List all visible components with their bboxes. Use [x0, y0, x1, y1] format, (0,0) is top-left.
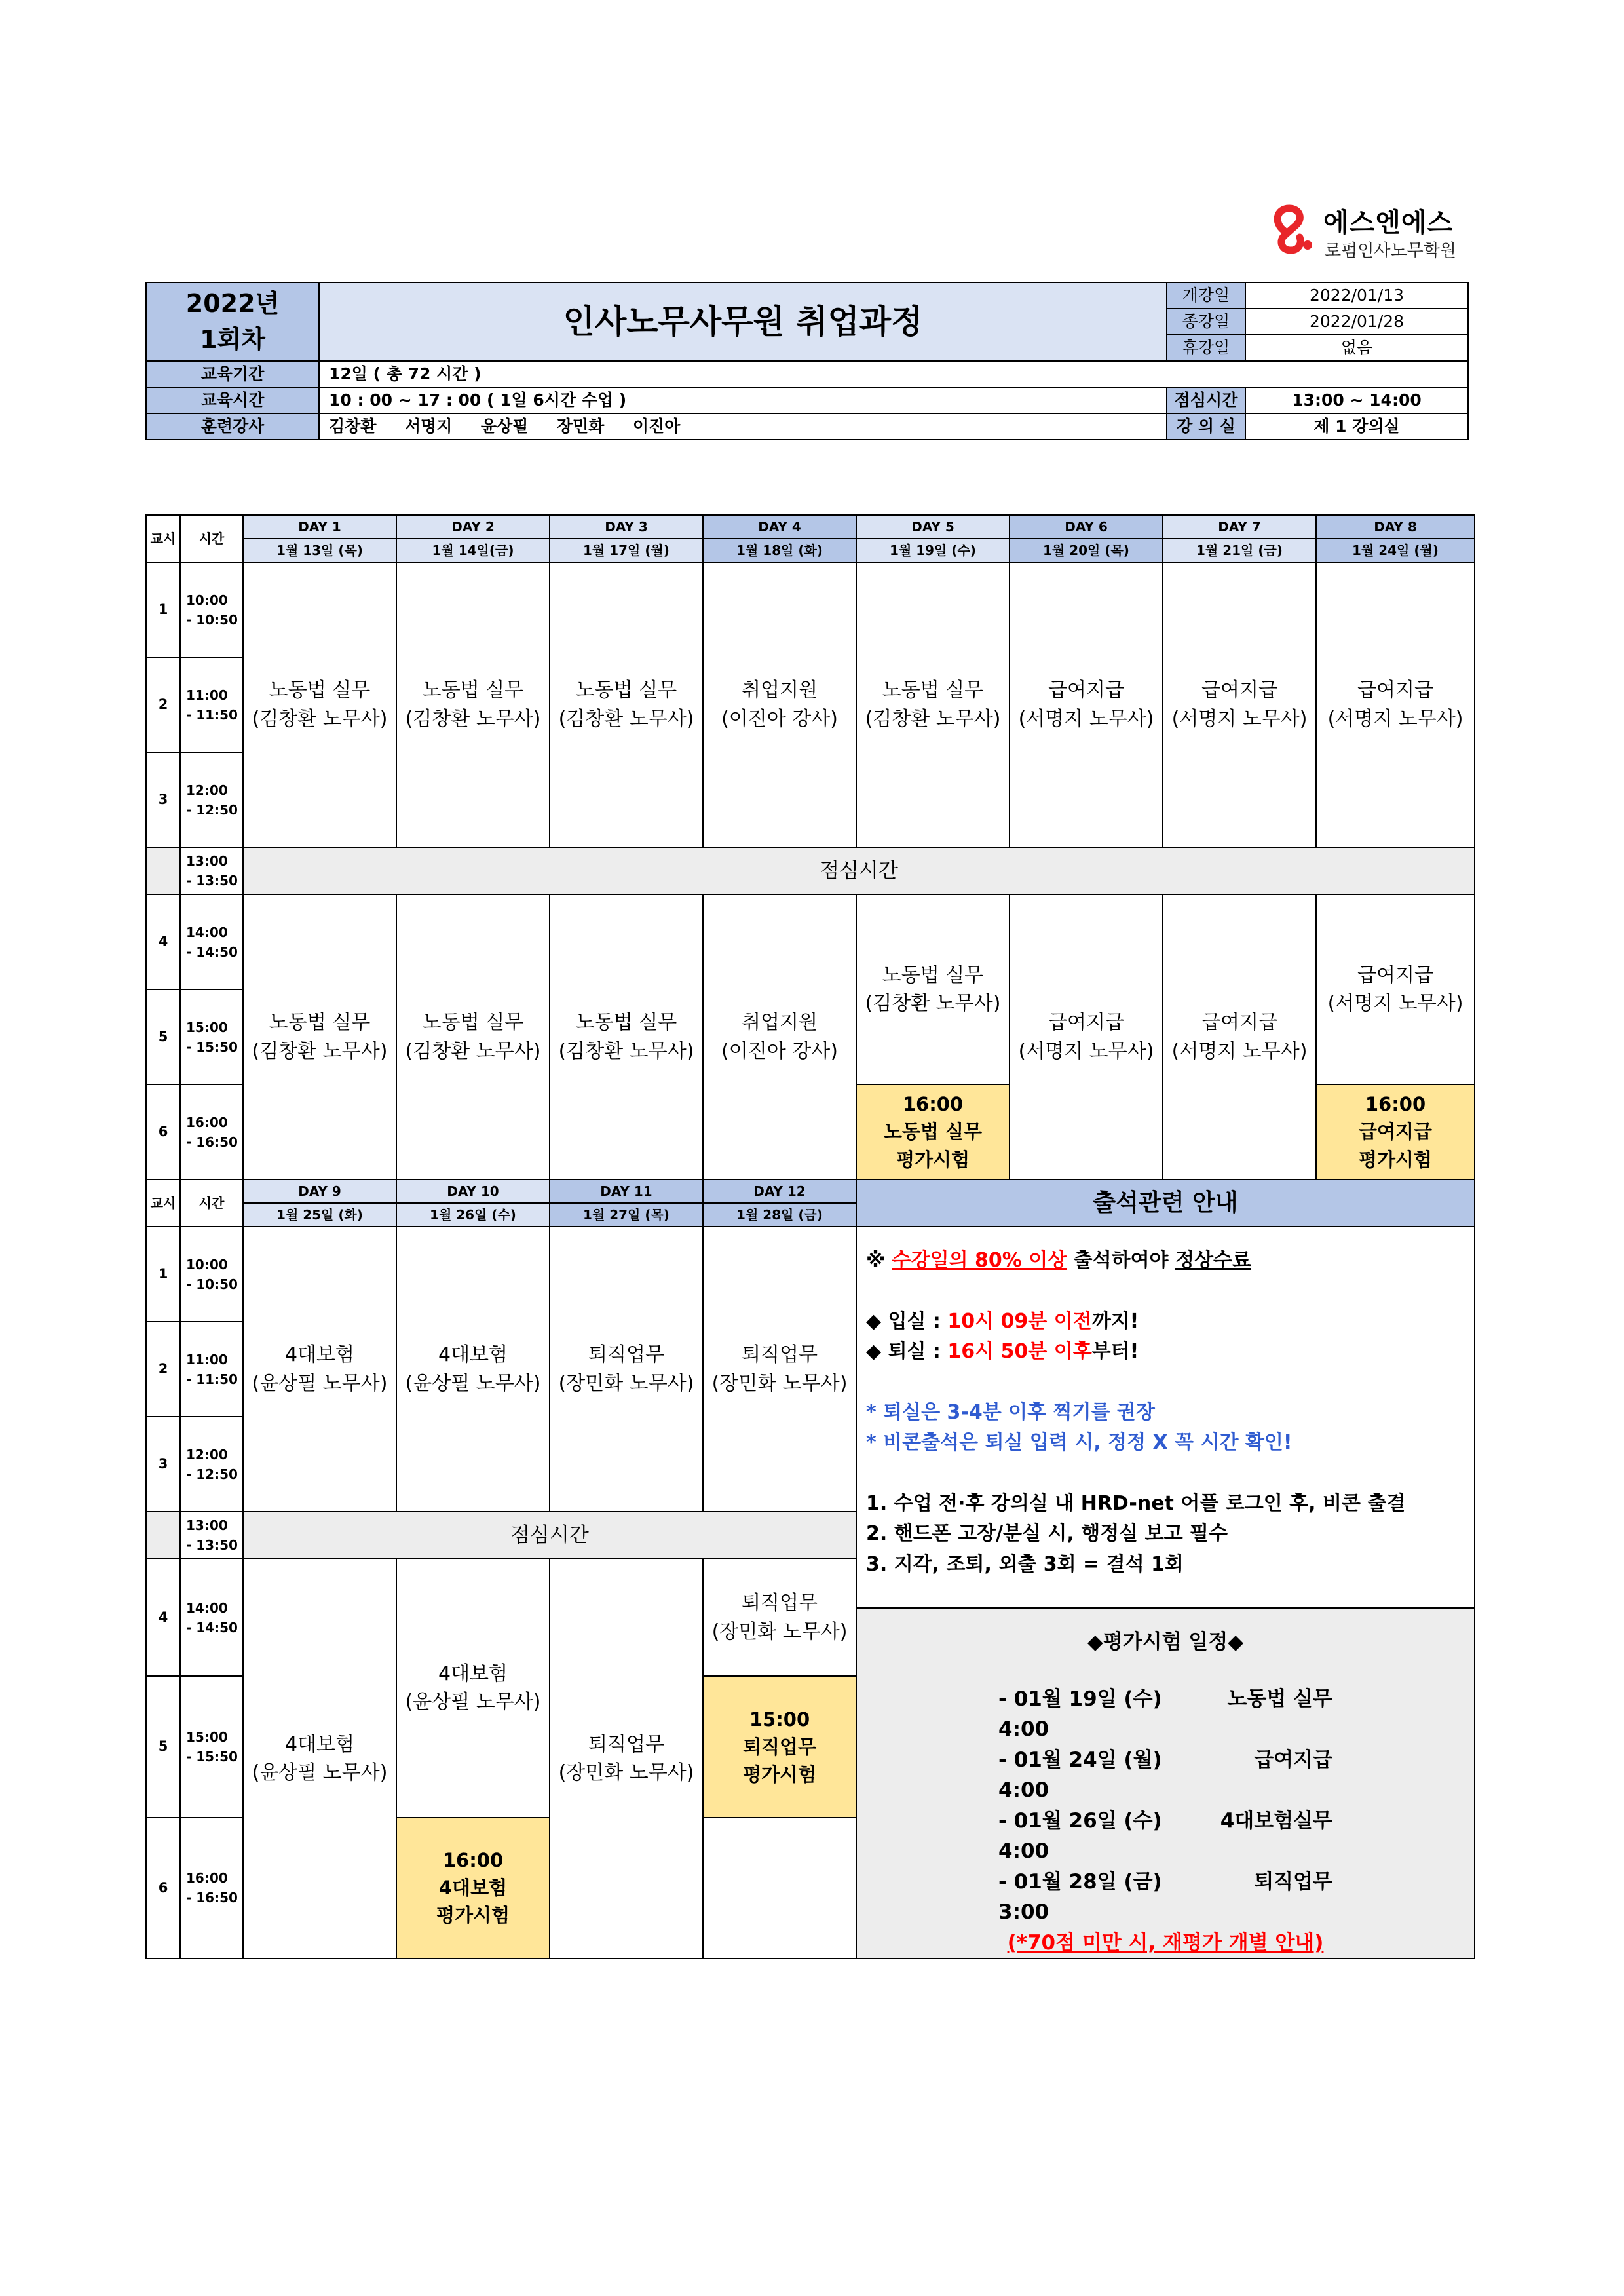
period-number: 3 — [146, 1417, 180, 1512]
time-slot: 13:00 - 13:50 — [180, 1512, 243, 1559]
time-slot: 10:00 - 10:50 — [180, 562, 243, 657]
time-slot: 14:00 - 14:50 — [180, 894, 243, 989]
period-number: 4 — [146, 1559, 180, 1676]
class-cell: 급여지급 (서명지 노무사) — [1163, 894, 1316, 1179]
class-cell: 노동법 실무 (김창환 노무사) — [550, 562, 703, 847]
class-cell: 노동법 실무 (김창환 노무사) — [856, 894, 1010, 1084]
date-header: 1월 21일 (금) — [1163, 539, 1316, 562]
period-number — [146, 1512, 180, 1559]
date-header: 1월 18일 (화) — [703, 539, 856, 562]
time-slot: 10:00 - 10:50 — [180, 1227, 243, 1322]
attendance-tip: * 퇴실은 3-4분 이후 찍기를 권장 — [866, 1400, 1155, 1424]
date-header: 1월 14일(금) — [396, 539, 550, 562]
day-header: DAY 5 — [856, 515, 1010, 539]
class-cell: 급여지급 (서명지 노무사) — [1010, 894, 1163, 1179]
logo-name: 에스엔에스 — [1323, 208, 1454, 238]
class-cell: 노동법 실무 (김창환 노무사) — [396, 562, 550, 847]
class-cell: 4대보험 (윤상필 노무사) — [396, 1227, 550, 1512]
period-number — [146, 847, 180, 894]
exam-schedule-item: - 01월 28일 (금) 3:00 퇴직업무 — [998, 1869, 1332, 1924]
start-date-value: 2022/01/13 — [1245, 282, 1468, 309]
class-cell: 퇴직업무 (장민화 노무사) — [550, 1559, 703, 1959]
course-session: 1회차 — [200, 325, 265, 354]
period-column-header: 교시 — [146, 515, 180, 562]
day-header: DAY 8 — [1316, 515, 1475, 539]
period-value: 12일 ( 총 72 시간 ) — [319, 361, 1468, 387]
exam-schedule-panel — [856, 1608, 1475, 1959]
day-header: DAY 4 — [703, 515, 856, 539]
classroom-label: 강 의 실 — [1167, 413, 1245, 440]
period-number: 2 — [146, 1322, 180, 1417]
day-header: DAY 3 — [550, 515, 703, 539]
period-number: 4 — [146, 894, 180, 989]
logo-subtitle: 로펌인사노무학원 — [1325, 241, 1456, 261]
exam-schedule-item: - 01월 26일 (수) 4:00 4대보험실무 — [998, 1808, 1332, 1863]
start-date-label: 개강일 — [1167, 282, 1245, 309]
class-cell: 퇴직업무 (장민화 노무사) — [550, 1227, 703, 1512]
academy-logo — [1271, 202, 1467, 262]
attendance-rule-completion: ※ 수강일의 80% 이상 출석하여야 정상수료 — [866, 1249, 1251, 1272]
class-cell: 4대보험 (윤상필 노무사) — [243, 1559, 396, 1959]
course-year: 2022년 — [185, 288, 280, 318]
instructor-label: 훈련강사 — [146, 413, 319, 440]
class-cell: 노동법 실무 (김창환 노무사) — [550, 894, 703, 1179]
day-header: DAY 12 — [703, 1179, 856, 1203]
attendance-rule-checkout: ◆ 퇴실 : 16시 50분 이후부터! — [866, 1340, 1139, 1363]
class-cell: 4대보험 (윤상필 노무사) — [243, 1227, 396, 1512]
period-number: 2 — [146, 657, 180, 752]
time-slot: 12:00 - 12:50 — [180, 752, 243, 847]
day-header: DAY 11 — [550, 1179, 703, 1203]
class-time-label: 교육시간 — [146, 387, 319, 413]
attendance-rule: 3. 지각, 조퇴, 외출 3회 = 결석 1회 — [866, 1552, 1184, 1576]
date-header: 1월 27일 (목) — [550, 1203, 703, 1227]
lunch-time-value: 13:00 ~ 14:00 — [1245, 387, 1468, 413]
date-header: 1월 17일 (월) — [550, 539, 703, 562]
exam-schedule-item: - 01월 19일 (수) 4:00 노동법 실무 — [998, 1687, 1332, 1741]
time-column-header: 시간 — [180, 1179, 243, 1227]
time-slot: 15:00 - 15:50 — [180, 1676, 243, 1817]
exam-schedule-item: - 01월 24일 (월) 4:00 급여지급 — [998, 1748, 1332, 1802]
day-header: DAY 1 — [243, 515, 396, 539]
time-slot: 13:00 - 13:50 — [180, 847, 243, 894]
period-number: 5 — [146, 989, 180, 1084]
class-cell: 급여지급 (서명지 노무사) — [1316, 562, 1475, 847]
lunch-time-label: 점심시간 — [1167, 387, 1245, 413]
class-cell: 노동법 실무 (김창환 노무사) — [856, 562, 1010, 847]
class-cell: 퇴직업무 (장민화 노무사) — [703, 1559, 856, 1676]
attendance-title: 출석관련 안내 — [856, 1179, 1475, 1227]
period-number: 6 — [146, 1818, 180, 1959]
class-cell: 노동법 실무 (김창환 노무사) — [243, 562, 396, 847]
time-column-header: 시간 — [180, 515, 243, 562]
time-slot: 11:00 - 11:50 — [180, 657, 243, 752]
end-date-value: 2022/01/28 — [1245, 309, 1468, 335]
instructor-name: 윤상필 — [480, 416, 529, 436]
class-cell: 취업지원 (이진아 강사) — [703, 894, 856, 1179]
exam-cell: 15:00 퇴직업무 평가시험 — [703, 1676, 856, 1817]
period-number: 5 — [146, 1676, 180, 1817]
day-header: DAY 9 — [243, 1179, 396, 1203]
class-cell: 취업지원 (이진아 강사) — [703, 562, 856, 847]
exam-cell: 16:00 노동법 실무 평가시험 — [856, 1084, 1010, 1179]
instructor-list — [319, 413, 1167, 440]
day-header: DAY 2 — [396, 515, 550, 539]
date-header: 1월 24일 (월) — [1316, 539, 1475, 562]
period-number: 6 — [146, 1084, 180, 1179]
time-slot: 14:00 - 14:50 — [180, 1559, 243, 1676]
class-cell: 4대보험 (윤상필 노무사) — [396, 1559, 550, 1818]
instructor-name: 서명지 — [404, 416, 453, 436]
day-header: DAY 7 — [1163, 515, 1316, 539]
instructor-name: 김창환 — [329, 416, 377, 436]
date-header: 1월 13일 (목) — [243, 539, 396, 562]
time-slot: 16:00 - 16:50 — [180, 1818, 243, 1959]
date-header: 1월 20일 (목) — [1010, 539, 1163, 562]
time-slot: 12:00 - 12:50 — [180, 1417, 243, 1512]
attendance-rule: 2. 핸드폰 고장/분실 시, 행정실 보고 필수 — [866, 1522, 1228, 1545]
classroom-value: 제 1 강의실 — [1245, 413, 1468, 440]
attendance-notice — [856, 1227, 1475, 1608]
class-cell: 급여지급 (서명지 노무사) — [1010, 562, 1163, 847]
lunch-break-row: 점심시간 — [243, 847, 1475, 894]
time-slot: 16:00 - 16:50 — [180, 1084, 243, 1179]
empty-cell — [703, 1818, 856, 1959]
holiday-value: 없음 — [1245, 335, 1468, 361]
exam-schedule-title: ◆평가시험 일정◆ — [1087, 1630, 1244, 1654]
attendance-tip: * 비콘출석은 퇴실 입력 시, 정정 X 꼭 시간 확인! — [866, 1431, 1293, 1454]
class-cell: 급여지급 (서명지 노무사) — [1316, 894, 1475, 1084]
logo-mark-icon — [1271, 204, 1318, 257]
instructor-name: 이진아 — [632, 416, 681, 436]
retest-note: (*70점 미만 시, 재평가 개별 안내) — [1007, 1930, 1324, 1955]
class-cell: 퇴직업무 (장민화 노무사) — [703, 1227, 856, 1512]
time-slot: 11:00 - 11:50 — [180, 1322, 243, 1417]
class-cell: 급여지급 (서명지 노무사) — [1163, 562, 1316, 847]
period-number: 1 — [146, 1227, 180, 1322]
date-header: 1월 28일 (금) — [703, 1203, 856, 1227]
date-header: 1월 26일 (수) — [396, 1203, 550, 1227]
exam-cell: 16:00 4대보험 평가시험 — [396, 1818, 550, 1959]
instructor-name: 장민화 — [556, 416, 605, 436]
exam-cell: 16:00 급여지급 평가시험 — [1316, 1084, 1475, 1179]
day-header: DAY 10 — [396, 1179, 550, 1203]
period-number: 1 — [146, 562, 180, 657]
class-cell: 노동법 실무 (김창환 노무사) — [243, 894, 396, 1179]
time-slot: 15:00 - 15:50 — [180, 989, 243, 1084]
course-title: 인사노무사무원 취업과정 — [319, 282, 1167, 361]
period-label: 교육기간 — [146, 361, 319, 387]
year-session-cell — [146, 282, 319, 361]
class-time-value: 10 : 00 ~ 17 : 00 ( 1일 6시간 수업 ) — [319, 387, 1167, 413]
date-header: 1월 19일 (수) — [856, 539, 1010, 562]
attendance-rule: 1. 수업 전·후 강의실 내 HRD-net 어플 로그인 후, 비콘 출결 — [866, 1491, 1406, 1515]
attendance-rule-checkin: ◆ 입실 : 10시 09분 이전까지! — [866, 1309, 1139, 1333]
day-header: DAY 6 — [1010, 515, 1163, 539]
lunch-break-row: 점심시간 — [243, 1512, 856, 1559]
holiday-label: 휴강일 — [1167, 335, 1245, 361]
class-cell: 노동법 실무 (김창환 노무사) — [396, 894, 550, 1179]
schedule-table — [145, 514, 1475, 1959]
end-date-label: 종강일 — [1167, 309, 1245, 335]
course-info-table — [145, 282, 1469, 440]
period-number: 3 — [146, 752, 180, 847]
date-header: 1월 25일 (화) — [243, 1203, 396, 1227]
period-column-header: 교시 — [146, 1179, 180, 1227]
